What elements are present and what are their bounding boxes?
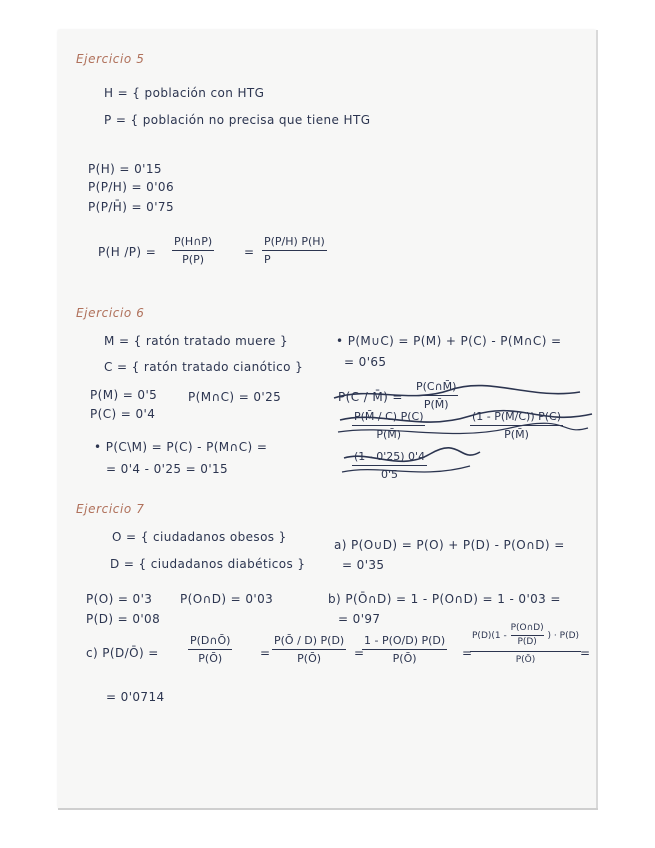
fraction-4-prefix: P(D)(1 - (472, 631, 507, 641)
definition-h: H = { población con HTG (104, 86, 265, 100)
fraction-denominator: P(P) (182, 253, 205, 266)
strike-through-scribble (330, 380, 600, 490)
given-p-p-given-not-h: P(P/H̄) = 0'75 (88, 200, 174, 214)
bayes-fraction-2 (262, 235, 327, 266)
fraction-numerator: P(D∩Ō) (190, 634, 231, 647)
difference-line-2: = 0'4 - 0'25 = 0'15 (106, 462, 229, 476)
fraction-numerator: P(C∩M̄) (416, 380, 457, 393)
crossed-lhs: P(C / M̄) = (338, 390, 403, 404)
page-edge (58, 808, 598, 810)
given-p-c: P(C) = 0'4 (90, 407, 156, 421)
fraction-bar (272, 649, 346, 650)
fraction-numerator: 1 - P(O/D) P(D) (364, 634, 446, 647)
union-line-1: • P(M∪C) = P(M) + P(C) - P(M∩C) = (336, 334, 562, 348)
given-p-o-and-d: P(O∩D) = 0'03 (180, 592, 274, 606)
equals-sign: = (354, 646, 365, 660)
equals-sign: = (462, 646, 473, 660)
part-a-line-2: = 0'35 (342, 558, 385, 572)
equals-sign: = (260, 646, 271, 660)
given-p-m: P(M) = 0'5 (90, 388, 158, 402)
fraction-denominator: P(Ō) (515, 655, 536, 665)
given-p-h: P(H) = 0'15 (88, 162, 162, 176)
exercise-5-title: Ejercicio 5 (76, 52, 145, 66)
exercise-6-title: Ejercicio 6 (76, 306, 145, 320)
inner-fraction (511, 622, 544, 649)
part-c-fraction-4 (470, 622, 581, 667)
part-a-line-1: a) P(O∪D) = P(O) + P(D) - P(O∩D) = (334, 538, 565, 552)
fraction-numerator: P(Ō / D) P(D) (274, 634, 345, 647)
given-p-d: P(D) = 0'08 (86, 612, 161, 626)
definition-c: C = { ratón tratado cianótico } (104, 360, 304, 374)
fraction-denominator: P(M̄) (423, 398, 449, 411)
part-b-line-1: b) P(Ō∩D) = 1 - P(O∩D) = 1 - 0'03 = (328, 592, 561, 606)
fraction-bar (188, 649, 232, 650)
inner-numerator: P(O∩D) (510, 623, 544, 633)
bayes-lhs: P(H /P) = (98, 245, 157, 259)
fraction-numerator: P(M̄ / C) P(C) (354, 410, 424, 423)
equals-sign: = (580, 646, 591, 660)
bayes-fraction-1 (172, 235, 214, 266)
definition-m: M = { ratón tratado muere } (104, 334, 289, 348)
exercise-7-title: Ejercicio 7 (76, 502, 145, 516)
fraction-bar (362, 649, 447, 650)
final-result: = 0'0714 (106, 690, 165, 704)
given-p-p-given-h: P(P/H) = 0'06 (88, 180, 174, 194)
fraction-denominator: 0'5 (381, 468, 399, 481)
part-c-lhs: c) P(D/Ō) = (86, 646, 159, 660)
fraction-denominator: P(Ō) (198, 652, 223, 665)
part-c-fraction-2 (272, 634, 346, 665)
definition-p: P = { población no precisa que tiene HTG (104, 113, 371, 127)
fraction-denominator: P (264, 253, 271, 266)
fraction-denominator: P(M̄) (376, 428, 402, 441)
union-line-2: = 0'65 (344, 355, 387, 369)
fraction-numerator: P(H∩P) (174, 235, 213, 248)
definition-o: O = { ciudadanos obesos } (112, 530, 287, 544)
equals-sign: = (244, 245, 255, 259)
definition-d: D = { ciudadanos diabéticos } (110, 557, 306, 571)
fraction-numerator: P(P/H) P(H) (264, 235, 325, 248)
given-p-o: P(O) = 0'3 (86, 592, 153, 606)
part-c-fraction-3 (362, 634, 447, 665)
part-c-fraction-1 (188, 634, 232, 665)
fraction-denominator: P(Ō) (392, 652, 417, 665)
fraction-numerator (470, 622, 581, 649)
part-b-line-2: = 0'97 (338, 612, 381, 626)
fraction-4-suffix: ) · P(D) (547, 631, 580, 641)
fraction-bar (172, 250, 214, 251)
fraction-bar (262, 250, 327, 251)
fraction-denominator: P(Ō) (297, 652, 322, 665)
fraction-numerator: (1 - 0'25) 0'4 (354, 450, 426, 463)
fraction-numerator: (1 - P(M/C)) P(C) (472, 410, 562, 423)
fraction-bar (470, 651, 581, 652)
fraction-denominator: P(M̄) (504, 428, 529, 441)
given-p-m-and-c: P(M∩C) = 0'25 (188, 390, 282, 404)
difference-line-1: • P(C\M) = P(C) - P(M∩C) = (94, 440, 268, 454)
inner-denominator: P(D) (511, 635, 544, 649)
